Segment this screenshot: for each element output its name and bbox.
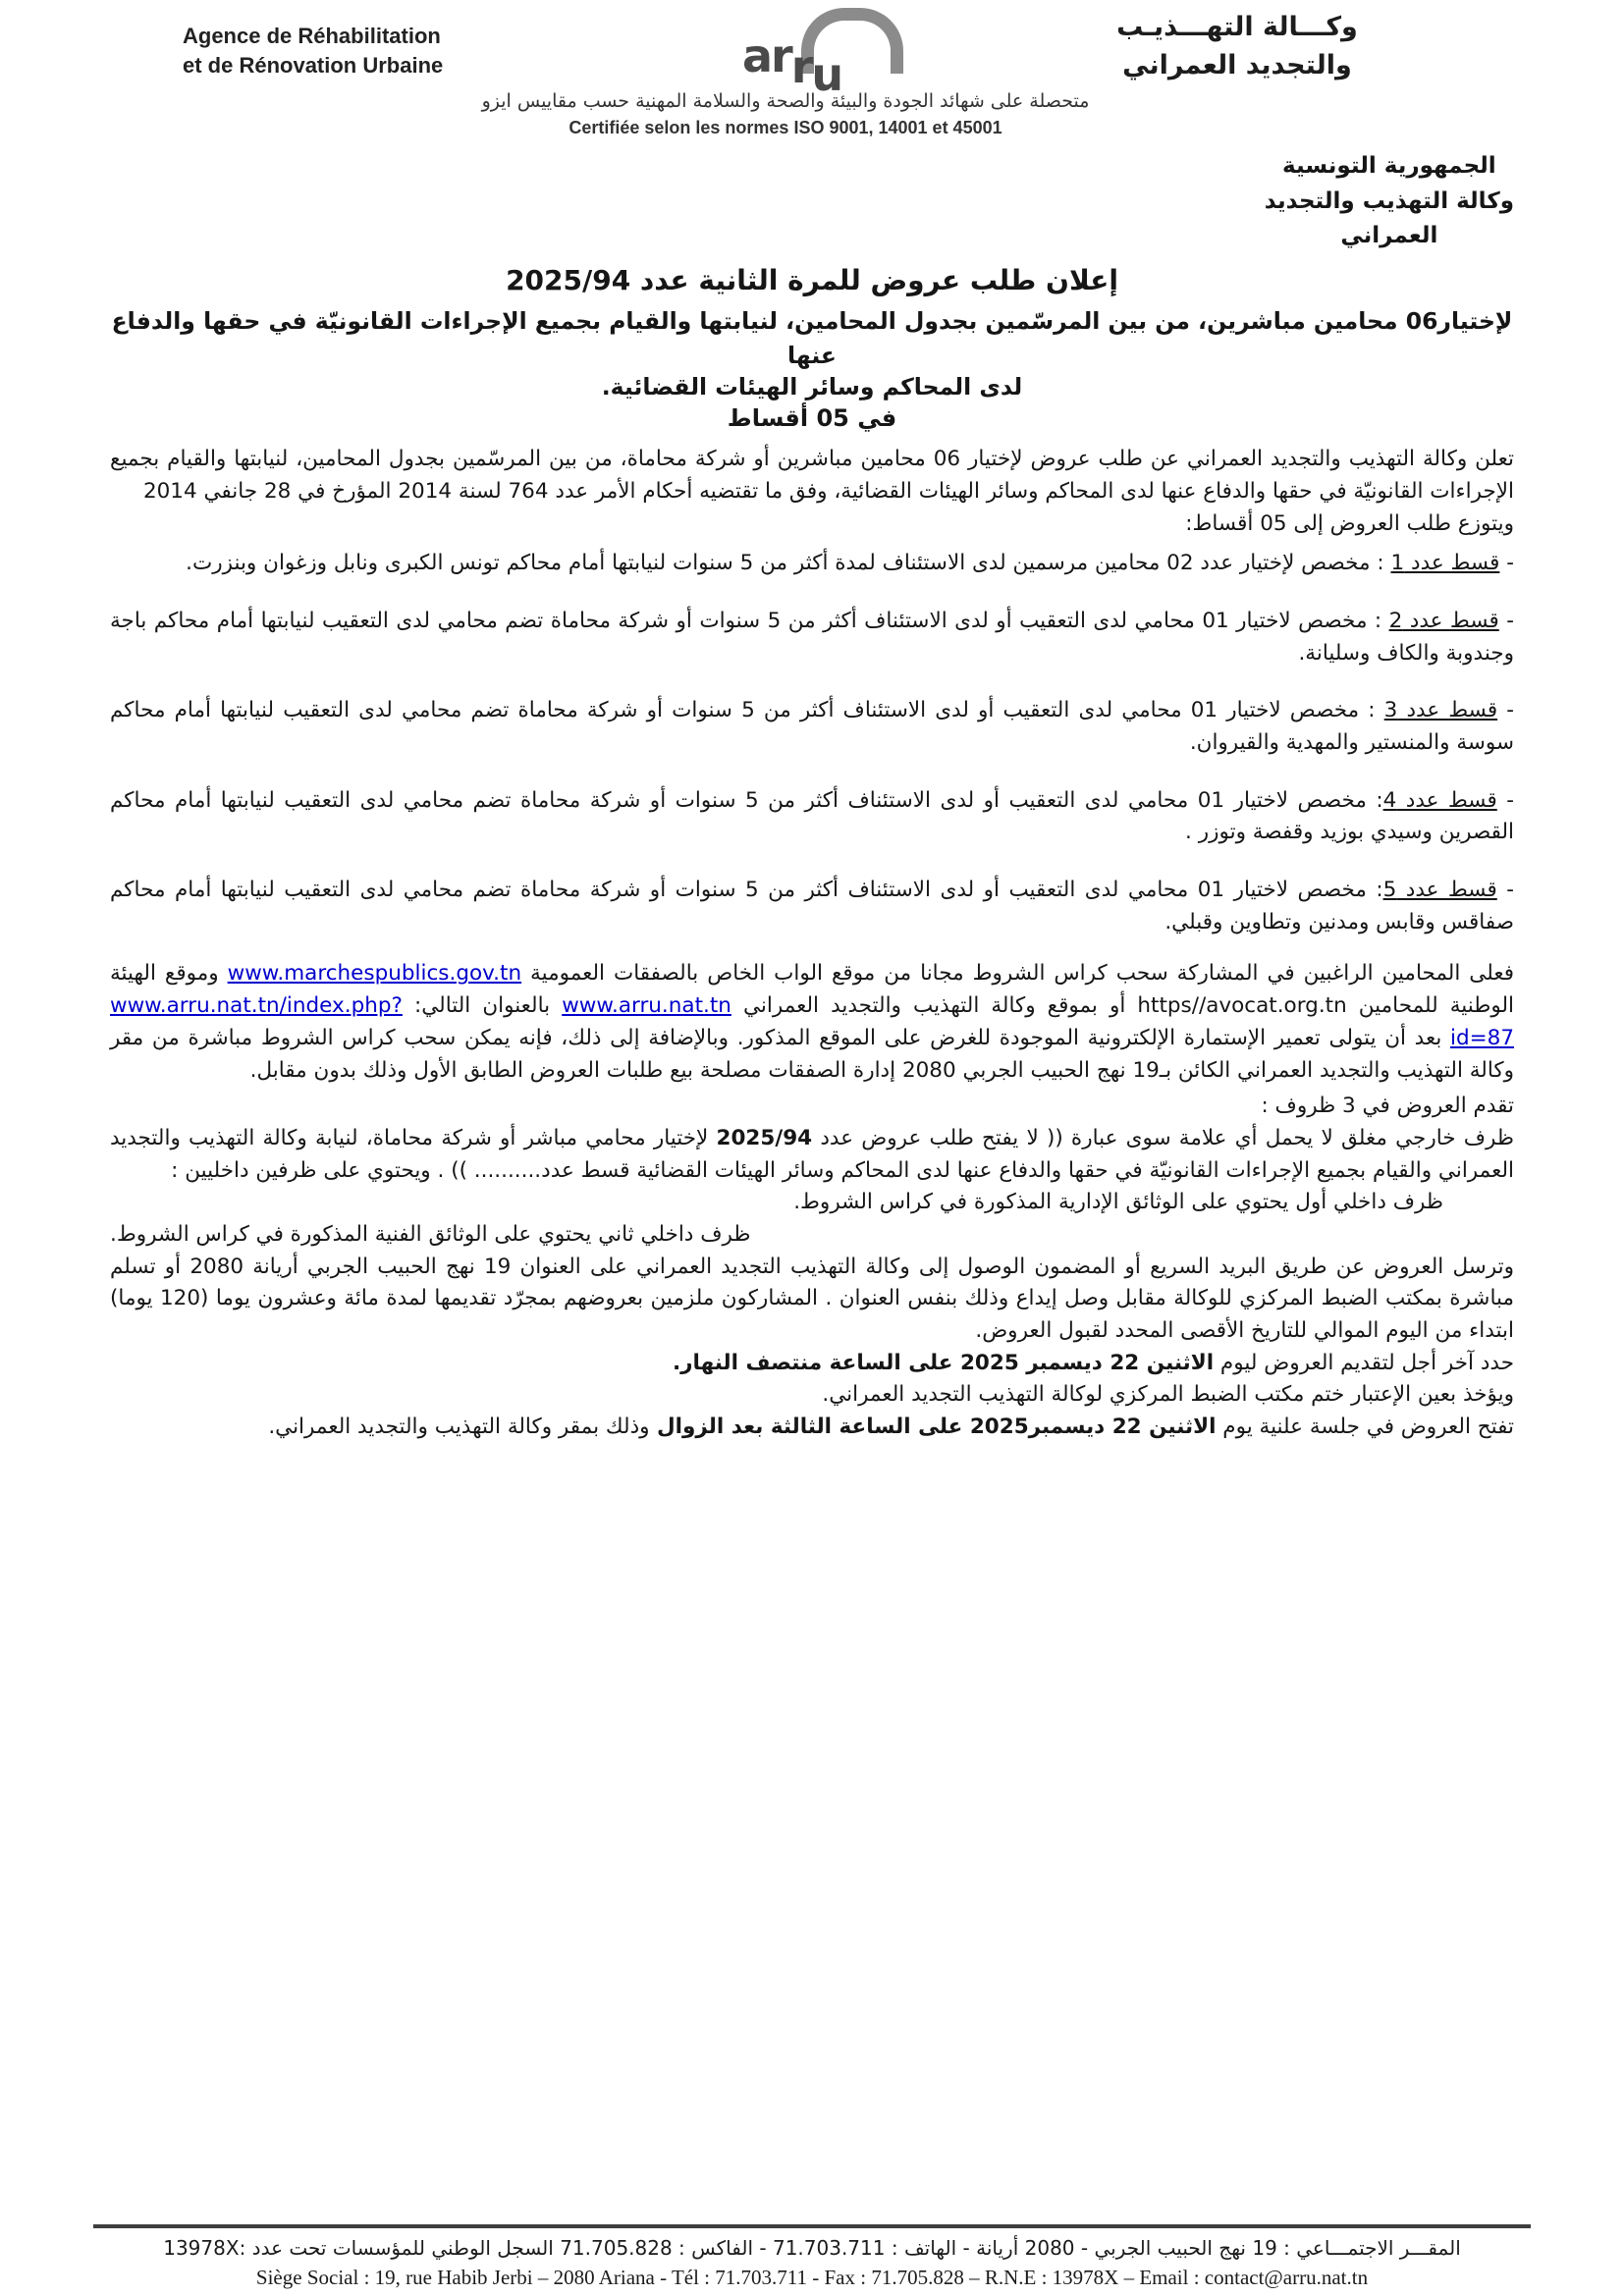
opening-session-line [110,1412,1514,1444]
lot-dash: - [1498,609,1514,634]
agency-name-arabic-line1: وكـــالة التهـــذيـب [1116,12,1358,42]
lot-item-4 [110,785,1514,849]
deadline-date: الاثنين 22 ديسمبر 2025 على الساعة منتصف النهار. [672,1350,1215,1375]
title-line3: لدى المحاكم وسائر الهيئات القضائية. [601,373,1023,401]
opening-date: الاثنين 22 ديسمبر2025 على الساعة الثالثة بعد الزوال [649,1414,1217,1439]
lot-label: قسط عدد 2 [1388,609,1499,634]
page-footer [0,2224,1624,2290]
pull-seg4: بالعنوان التالي: [402,993,563,1019]
logo-part-u: u [811,48,842,101]
title-line2: لإختيار06 محامين مباشرين، من بين المرسّمين بجدول المحامين، لنيابتها والقيام بجميع الإجراءات القانونيّة في حقها والدفاع عنها [111,306,1513,370]
lot-body: : مخصص لاختيار 01 محامي لدى التعقيب أو لدى الاستئناف أكثر من 5 سنوات أو شركة محاماة تضم محامي لدى التعقيب لنيابتها أمام محاكم القصرين وسيدي بوزيد وقفصة وتوزر . [110,787,1514,845]
outer-env-seg1: ظرف خارجي مغلق لا يحمل أي علامة سوى عبارة (( لا يفتح طلب عروض عدد [812,1125,1515,1150]
lot-body: : مخصص لاختيار 01 محامي لدى التعقيب أو لدى الاستئناف أكثر من 5 سنوات أو شركة محاماة تضم محامي لدى التعقيب لنيابتها أمام محاكم باجة وجندوبة والكاف وسليانة. [110,609,1514,666]
lots-distribution-line: ويتوزع طلب العروض إلى 05 أقساط: [1185,510,1514,536]
lot-dash: - [1496,878,1515,903]
lot-body: : مخصص لاختيار 01 محامي لدى التعقيب أو لدى الاستئناف أكثر من 5 سنوات أو شركة محاماة تضم محامي لدى التعقيب لنيابتها أمام محاكم صفاقس وقابس ومدنين وتطاوين وقبلي. [110,878,1514,934]
opening-seg1: تفتح العروض في جلسة علنية يوم [1216,1414,1514,1439]
iso-certification-arabic: متحصلة على شهائد الجودة والبيئة والصحة والسلامة المهنية حسب مقاييس ايزو [481,90,1090,112]
announcement-title [110,264,1514,433]
terms-download-paragraph [110,958,1514,1087]
title-line4: في 05 أقساط [727,404,897,433]
arru-form-link[interactable]: www.arru.nat.tn/index.php?id=87 [110,993,1514,1050]
intro-paragraph [110,444,1514,507]
lot-item-1 [110,548,1514,580]
certification-lines [422,90,1149,138]
lot-label: قسط عدد 4 [1382,787,1497,813]
republic-letterhead [1265,149,1514,254]
marchespublics-link[interactable]: www.marchespublics.gov.tn [227,961,522,987]
footer-divider [93,2224,1531,2228]
inner-envelope-2-line: ظرف داخلي ثاني يحتوي على الوثائق الفنية المذكورة في كراس الشروط. [110,1221,751,1247]
logo-part-ar: ar [742,29,791,82]
opening-seg2: وذلك بمقر وكالة التهذيب والتجديد العمراني. [268,1414,650,1439]
outer-env-number: 2025/94 [716,1125,813,1150]
arru-site-link[interactable]: www.arru.nat.tn [562,993,731,1019]
lot-dash: - [1497,698,1515,723]
arru-logo [738,8,915,101]
footer-address-arabic: المقـــر الاجتمـــاعي : 19 نهج الحبيب الجربي - 2080 أريانة - الهاتف : 71.703.711 - الفاكس : 71.705.828 السجل الوطني للمؤسسات تحت عدد :13978X [163,2236,1461,2260]
pull-seg3: أو بموقع وكالة التهذيب والتجديد العمراني [731,993,1138,1019]
lot-dash: - [1499,551,1514,576]
footer-address-french: Siège Social : 19, rue Habib Jerbi – 2080 Ariana - Tél : 71.703.711 - Fax : 71.705.828 – R.N.E : 13978X – Email : contact@arru.nat.tn [255,2266,1369,2289]
agency-name-arabic-line2: والتجديد العمراني [1122,50,1352,81]
pull-seg1: فعلى المحامين الراغبين في المشاركة سحب كراس الشروط مجانا من موقع الواب الخاص بالصفقات العمومية [521,961,1514,987]
letterhead-line1: الجمهورية التونسية [1282,153,1496,179]
lot-dash: - [1496,787,1515,813]
letterhead-line3: العمراني [1340,223,1438,249]
intro-text: تعلن وكالة التهذيب والتجديد العمراني عن طلب عروض لإختيار 06 محامين مباشرين أو شركة محاماة، من بين المرسّمين بجدول المحامين، لنيابتها والقيام بجميع الإجراءات القانونيّة في حقها والدفاع عنها لدى المحاكم وسائر الهيئات القضائية، وفق ما تقتضيه أحكام الأمر عدد 764 لسنة 2014 المؤرخ في 28 جانفي 2014 [110,447,1515,505]
lot-label: قسط عدد 5 [1382,878,1497,903]
arru-logo-text [742,29,842,101]
lot-item-3 [110,695,1514,759]
title-line1: إعلان طلب عروض للمرة الثانية عدد 2025/94 [506,263,1118,296]
registry-stamp-line: ويؤخذ بعين الإعتبار ختم مكتب الضبط المركزي لوكالة التهذيب التجديد العمراني. [822,1382,1514,1408]
lot-item-5 [110,875,1514,938]
deadline-line [110,1348,1514,1380]
pull-seg5: بعد أن يتولى تعمير الإستمارة الإلكترونية الموجودة للغرض على الموقع المذكور. وبالإضافة إلى ذلك، فإنه يمكن سحب كراس الشروط مباشرة من مقر وكالة التهذيب والتجديد العمراني الكائن بـ19 نهج الحبيب الجربي 2080 إدارة الصفقات مصلحة بيع طلبات العروض الطابق الأول وذلك بدون مقابل. [110,1025,1514,1083]
three-envelopes-line: تقدم العروض في 3 ظروف : [1261,1094,1514,1119]
agency-name-french [183,22,443,80]
lot-item-2 [110,606,1514,669]
agency-name-arabic [1060,8,1414,84]
inner-envelope-1-line: ظرف داخلي أول يحتوي على الوثائق الإدارية المذكورة في كراس الشروط. [793,1190,1443,1215]
iso-certification-french: Certifiée selon les normes ISO 9001, 14001 et 45001 [568,118,1002,137]
letterhead-line2: وكالة التهذيب والتجديد [1264,187,1514,214]
agency-name-french-line1: Agence de Réhabilitation [183,24,441,48]
lot-label: قسط عدد 3 [1383,698,1498,723]
lot-label: قسط عدد 1 [1390,551,1500,576]
lot-body: : مخصص لإختيار عدد 02 محامين مرسمين لدى الاستئناف لمدة أكثر من 5 سنوات لنيابتها أمام محاكم تونس الكبرى ونابل وزغوان وبنزرت. [186,551,1391,576]
pull-seg2: وموقع الهيئة الوطنية للمحامين [110,961,1514,1019]
outer-envelope-paragraph [110,1123,1514,1187]
outer-env-seg2: لإختيار محامي مباشر أو شركة محاماة، لنيابة وكالة التهذيب والتجديد العمراني والقيام بجميع الإجراءات القانونيّة في حقها والدفاع عنها لدى المحاكم وسائر الهيئات القضائية قسط عدد.......... )) . ويحتوي على ظرفين داخليين : [110,1125,1514,1183]
deadline-seg1: حدد آخر أجل لتقديم العروض ليوم [1214,1350,1514,1375]
logo-part-r: r [790,40,812,93]
avocat-url-text: https//avocat.org.tn [1137,993,1347,1019]
lot-body: : مخصص لاختيار 01 محامي لدى التعقيب أو لدى الاستئناف أكثر من 5 سنوات أو شركة محاماة تضم محامي لدى التعقيب لنيابتها أمام محاكم سوسة والمنستير والمهدية والقيروان. [110,698,1514,756]
agency-name-french-line2: et de Rénovation Urbaine [183,52,444,78]
submission-paragraph: وترسل العروض عن طريق البريد السريع أو المضمون الوصول إلى وكالة التهذيب التجديد العمراني على العنوان 19 نهج الحبيب الجربي أريانة 2080 أو تسلم مباشرة بمكتب الضبط المركزي للوكالة مقابل وصل إيداع وذلك بنفس العنوان . المشاركون ملزمين بعروضهم بمجرّد تقديمها لمدة مائة وعشرون يوما (120 يوما) ابتداء من اليوم الموالي للتاريخ الأقصى المحدد لقبول العروض. [110,1254,1514,1343]
